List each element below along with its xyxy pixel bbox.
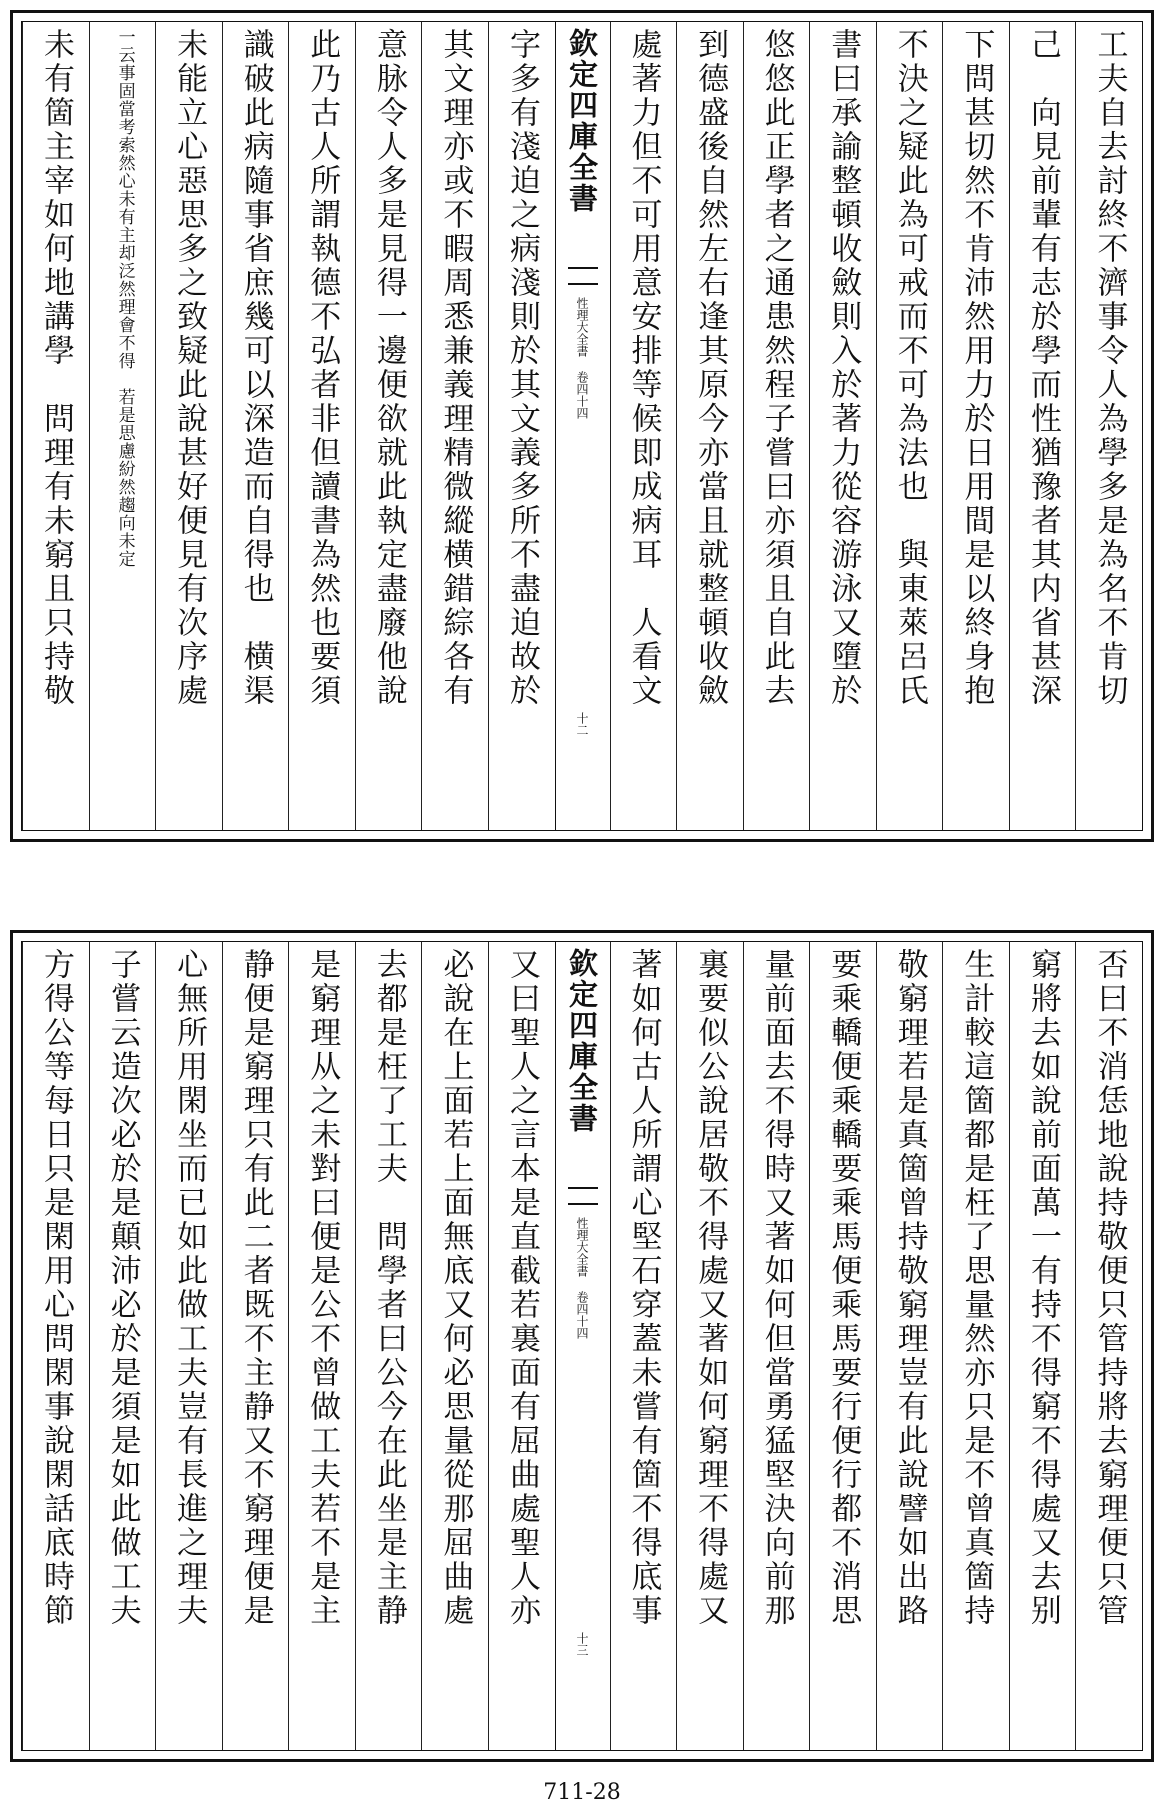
right-half <box>610 22 1143 830</box>
annotation-column <box>89 22 156 830</box>
column-text: 子嘗云造次必於是顛沛必於是須是如此做工夫 <box>104 948 141 1628</box>
text-column <box>876 22 943 830</box>
text-column <box>610 942 677 1750</box>
column-text: 生計較這箇都是枉了思量然亦只是不曾真箇持 <box>958 948 995 1628</box>
book-title: 欽定四庫全書 <box>565 948 599 1134</box>
text-column <box>22 942 89 1750</box>
fishtail-mark <box>568 267 598 285</box>
page-frame <box>21 941 1143 1751</box>
text-column <box>288 942 355 1750</box>
column-text: 己 向見前輩有志於學而性猶豫者其内省甚深 <box>1024 28 1061 708</box>
column-text: 識破此病隨事省庶幾可以深造而自得也 横渠 <box>237 28 274 708</box>
column-text: 意脉令人多是見得一邊便欲就此執定盡廢他說 <box>370 28 407 708</box>
column-text: 是窮理从之未對曰便是公不曾做工夫若不是主 <box>304 948 341 1628</box>
text-column <box>942 22 1009 830</box>
text-column <box>743 942 810 1750</box>
text-column <box>1009 942 1076 1750</box>
text-column <box>809 22 876 830</box>
center-header-column <box>555 942 610 1750</box>
text-column <box>355 22 422 830</box>
book-title: 欽定四庫全書 <box>565 28 599 214</box>
text-column <box>222 22 289 830</box>
column-text: 悠悠此正學者之通患然程子嘗曰亦須且自此去 <box>758 28 795 708</box>
column-text: 必說在上面若上面無底又何必思量從那屈曲處 <box>437 948 474 1628</box>
text-column <box>942 942 1009 1750</box>
column-text: 到德盛後自然左右逢其原今亦當且就整頓收斂 <box>692 28 729 708</box>
text-column <box>155 22 222 830</box>
text-column <box>421 942 488 1750</box>
column-text: 量前面去不得時又著如何但當勇猛堅決向前那 <box>758 948 795 1628</box>
volume-label: 性理大全書 卷四十四 <box>575 1217 589 1339</box>
column-text: 不決之疑此為可戒而不可為法也 與東萊呂氏 <box>891 28 928 708</box>
center-header-column <box>555 22 610 830</box>
text-column <box>355 942 422 1750</box>
column-text: 工夫自去討終不濟事令人為學多是為名不肯切 <box>1091 28 1128 708</box>
text-column <box>288 22 355 830</box>
text-column <box>222 942 289 1750</box>
fishtail-mark <box>568 1187 598 1205</box>
column-text: 下問甚切然不肯沛然用力於日用間是以終身抱 <box>958 28 995 708</box>
column-text: 要乘轎便乘轎要乘馬便乘馬要行便行都不消思 <box>825 948 862 1628</box>
column-text: 敬窮理若是真箇曾持敬窮理豈有此說譬如出路 <box>891 948 928 1628</box>
column-text: 方得公等每日只是閑用心問閑事說閑話底時節 <box>38 948 75 1628</box>
column-text: 其文理亦或不暇周悉兼義理精微縱横錯綜各有 <box>437 28 474 708</box>
column-text: 一云事固當考索然心未有主却泛然理會不得 若是思慮紛然趨向未定 <box>114 28 135 568</box>
column-text: 裏要似公說居敬不得處又著如何窮理不得處又 <box>692 948 729 1628</box>
column-text: 字多有淺迫之病淺則於其文義多所不盡迫故於 <box>503 28 540 708</box>
page-top <box>10 10 1154 842</box>
folio-number: 十三 <box>575 1632 589 1656</box>
text-column <box>488 942 555 1750</box>
left-half <box>22 22 555 830</box>
text-column <box>89 942 156 1750</box>
text-column <box>676 942 743 1750</box>
column-text: 未有箇主宰如何地講學 問理有未窮且只持敬 <box>38 28 75 708</box>
column-text: 否曰不消恁地說持敬便只管持將去窮理便只管 <box>1091 948 1128 1628</box>
text-column <box>1075 22 1142 830</box>
right-half <box>610 942 1143 1750</box>
page-bottom <box>10 930 1154 1762</box>
text-column <box>421 22 488 830</box>
text-column <box>676 22 743 830</box>
text-column <box>1075 942 1142 1750</box>
folio-number: 十二 <box>575 712 589 736</box>
text-column <box>488 22 555 830</box>
column-text: 未能立心惡思多之致疑此說甚好便見有次序處 <box>171 28 208 708</box>
text-column <box>809 942 876 1750</box>
column-text: 窮將去如說前面萬一有持不得窮不得處又去别 <box>1024 948 1061 1628</box>
column-text: 去都是枉了工夫 問學者曰公今在此坐是主静 <box>370 948 407 1628</box>
text-column <box>1009 22 1076 830</box>
text-column <box>876 942 943 1750</box>
column-text: 著如何古人所謂心堅石穿蓋未嘗有箇不得底事 <box>625 948 662 1628</box>
page-frame <box>21 21 1143 831</box>
column-text: 書曰承諭整頓收斂則入於著力從容游泳又墮於 <box>825 28 862 708</box>
column-text: 處著力但不可用意安排等候即成病耳 人看文 <box>625 28 662 708</box>
text-column <box>22 22 89 830</box>
column-text: 静便是窮理只有此二者既不主静又不窮理便是 <box>237 948 274 1628</box>
volume-label: 性理大全書 卷四十四 <box>575 297 589 419</box>
page-number: 711-28 <box>543 1780 621 1805</box>
column-text: 心無所用閑坐而已如此做工夫豈有長進之理夫 <box>171 948 208 1628</box>
text-column <box>155 942 222 1750</box>
left-half <box>22 942 555 1750</box>
column-text: 又曰聖人之言本是直截若裏面有屈曲處聖人亦 <box>503 948 540 1628</box>
column-text: 此乃古人所謂執德不弘者非但讀書為然也要須 <box>304 28 341 708</box>
text-column <box>610 22 677 830</box>
text-column <box>743 22 810 830</box>
